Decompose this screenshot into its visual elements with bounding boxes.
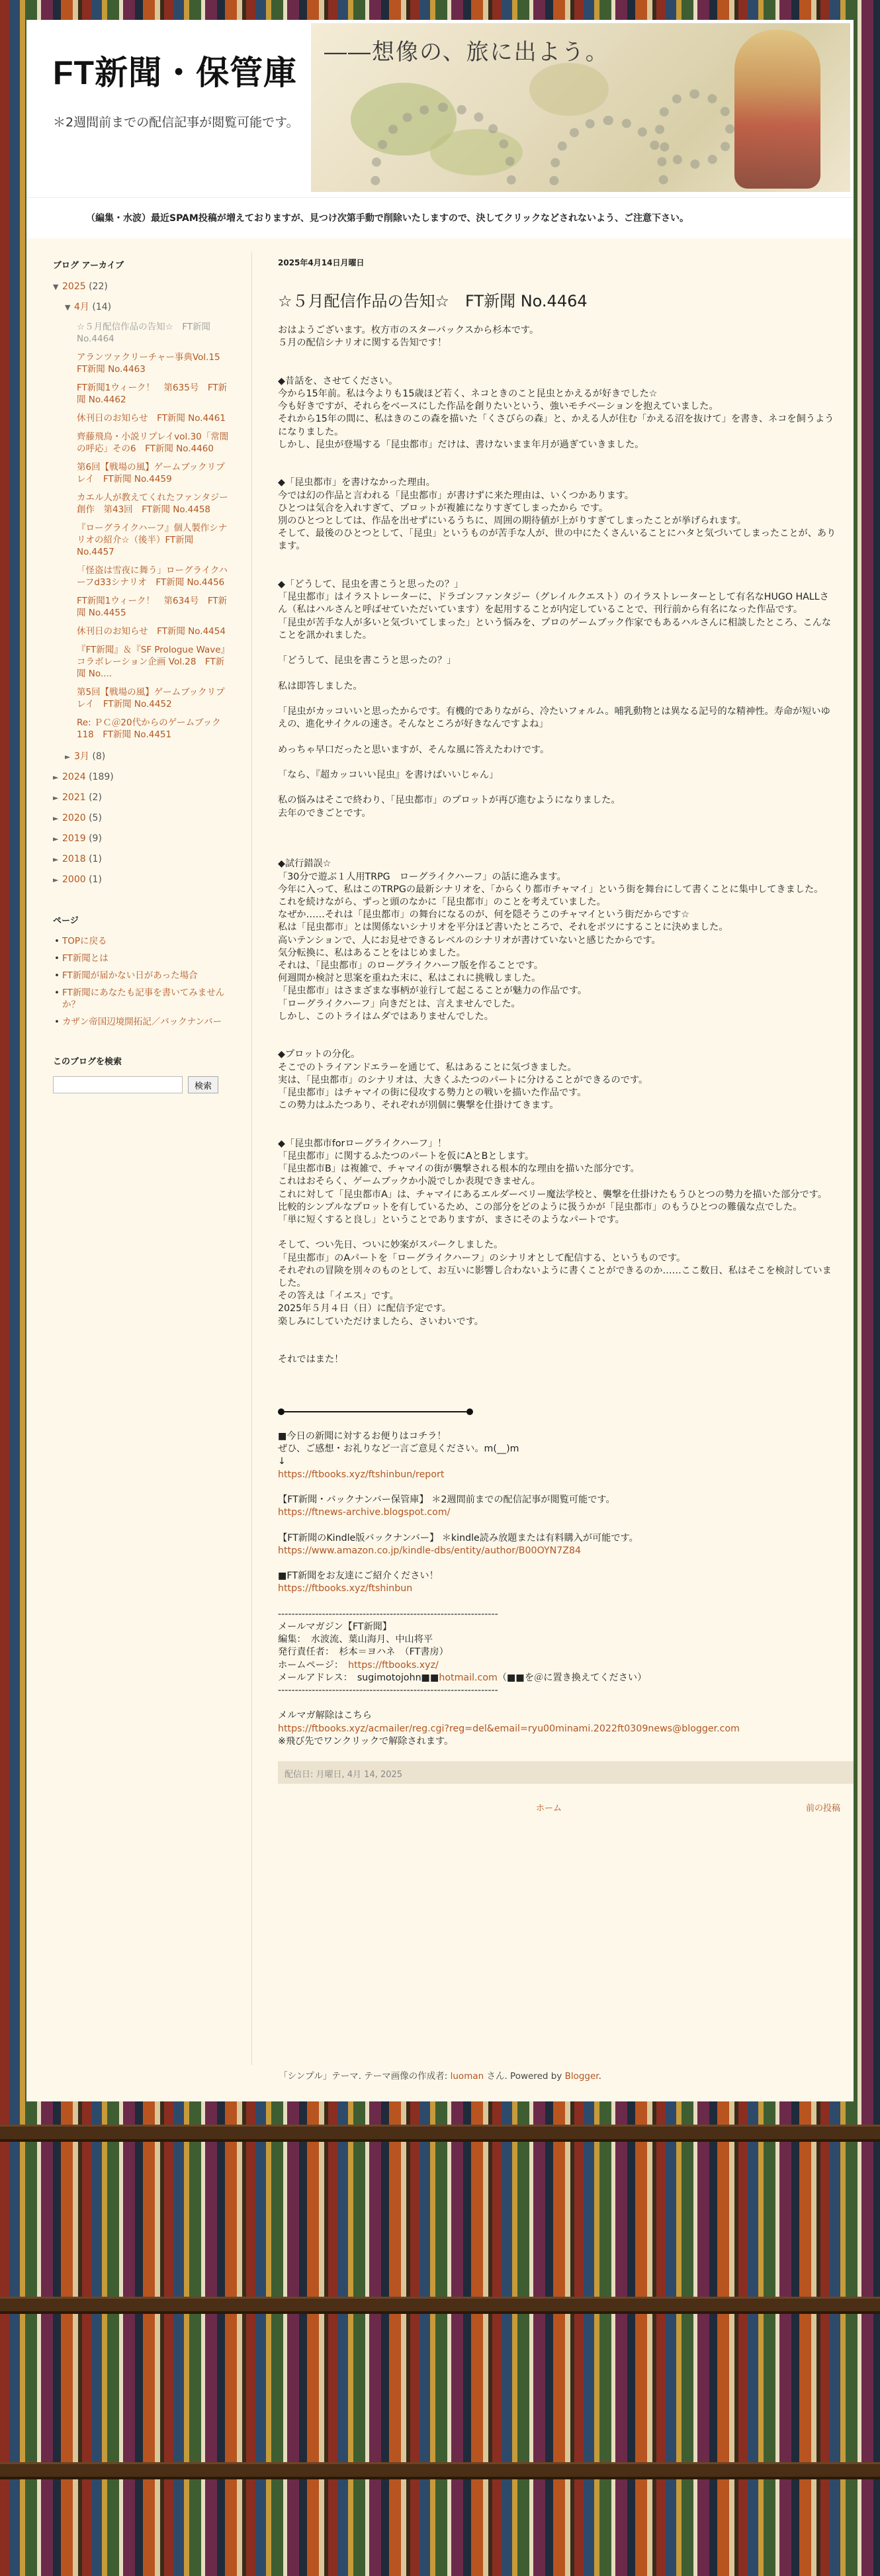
post-paragraph: ----------------------------------------------------------------- (278, 1685, 498, 1696)
post-paragraph: 発行責任者： 杉本＝ヨハネ （FT書房） (278, 1647, 449, 1658)
post-timestamp[interactable]: 配信日: 月曜日, 4月 14, 2025 (285, 1770, 403, 1780)
post-paragraph: 「昆虫が苦手な人が多いと気づいてしまった」という悩みを、プロのゲームブック作家でもあるハルさんに相談したところ、こんなことを訊かれました。 (278, 617, 832, 641)
archive-post-current: ☆５月配信作品の告知☆ FT新聞 No.4464 (77, 322, 210, 344)
post-paragraph: 気分転換に、私はあることをはじめました。 (278, 947, 466, 958)
archive-post-link[interactable] (77, 492, 232, 516)
bookshelf-board (0, 2297, 880, 2314)
post-paragraph: 今も好きですが、それらをベースにした作品を創りたいという、強いモチベーションを抱えていました。 (278, 401, 719, 412)
archive-year-link[interactable]: 2021 (62, 792, 86, 803)
post-body (278, 324, 837, 1748)
page-link-text[interactable]: TOPに戻る (62, 936, 107, 946)
archive-year-link[interactable]: 2020 (62, 813, 86, 823)
post-link[interactable]: https://ftbooks.xyz/ (348, 1659, 439, 1671)
sidebar (53, 258, 232, 1093)
post-paragraph (278, 782, 837, 794)
post-paragraph (278, 820, 837, 833)
dotted-separator (278, 1407, 473, 1416)
post-paragraph (278, 1596, 837, 1608)
character-illustration (734, 30, 820, 189)
post-paragraph (278, 349, 837, 362)
post-paragraph: 【FT新聞のKindle版バックナンバー】 ＊kindle読み放題または有料購入が可能です。 (278, 1532, 638, 1543)
archive-year-2025[interactable] (53, 280, 232, 294)
post-paragraph: ぜひ、ご感想・お礼りなど一言ご意見ください。m(__)m (278, 1444, 519, 1455)
post-paragraph: ----------------------------------------------------------------- (278, 1608, 498, 1620)
archive-post-link-text[interactable]: 『ローグライクハーフ』個人製作シナリオの紹介☆（後半）FT新聞 No.4457 (77, 523, 228, 557)
post-paragraph: 去年のできごとです。 (278, 807, 371, 819)
blog-header (26, 20, 854, 197)
post-paragraph: 「昆虫がカッコいいと思ったからです。有機的でありながら、冷たいフォルム。哺乳動物とは異なる記号的な精神性。寿命が短いゆえの、進化サイクルの速さ。そんなところが好きなんですよね」 (278, 706, 830, 730)
expand-triangle-icon[interactable]: ► (53, 855, 59, 864)
post-paragraph: 今年に入って、私はこのTRPGの最新シナリオを、「からくり都市チャマイ」という街を舞台にして書くことに集中してきました。 (278, 884, 824, 895)
search-title: このブログを検索 (53, 1057, 122, 1067)
post-paragraph: ５月の配信シナリオに関する告知です！ (278, 338, 447, 349)
post-paragraph: 私は「昆虫都市」とは関係ないシナリオを平分ほど書いたところで、それをボツにすることに決めました。 (278, 922, 728, 933)
page-link-text[interactable]: FT新聞が届かない日があった場合 (62, 970, 198, 981)
attribution-text: . (598, 2071, 601, 2082)
archive-post-link-text[interactable]: 休刊日のお知らせ FT新聞 No.4454 (77, 626, 226, 637)
post-paragraph: 「30分で遊ぶ１人用TRPG ローグライクハーフ」の話に進みます。 (278, 871, 566, 882)
post-paragraph (278, 363, 837, 375)
post-date: 2025年4月14日月曜日 (278, 258, 365, 267)
post-link[interactable]: https://ftnews-archive.blogspot.com/ (278, 1507, 451, 1518)
post-paragraph: ◆「昆虫都市forローグライクハーフ」！ (278, 1138, 447, 1149)
post-paragraph: ◆「どうして、昆虫を書こうと思ったの？」 (278, 578, 464, 590)
banner-tagline: ――想像の、旅に出よう。 (324, 39, 609, 66)
pages-list (53, 935, 232, 1028)
post-paragraph (278, 1469, 837, 1481)
archive-year-link[interactable]: 2000 (62, 874, 86, 885)
archive-count: (1) (89, 854, 102, 864)
post-title[interactable]: ☆５月配信作品の告知☆ FT新聞 No.4464 (278, 292, 588, 310)
post-paragraph: ホームページ： https://ftbooks.xyz/ (278, 1659, 439, 1671)
archive-month-link[interactable]: 4月 (74, 302, 89, 312)
post-paragraph (278, 1328, 837, 1341)
archive-year-link[interactable]: 2025 (62, 281, 86, 292)
post-paragraph: ■FT新聞をお友達にご紹介ください！ (278, 1571, 439, 1582)
archive-year-link[interactable]: 2019 (62, 833, 86, 844)
page-link-text[interactable]: FT新聞とは (62, 953, 109, 964)
post-paragraph (278, 464, 837, 477)
archive-year-item[interactable] (53, 873, 232, 887)
post-paragraph: おはようございます。枚方市のスターバックスから杉本です。 (278, 325, 539, 336)
archive-year-link[interactable]: 2018 (62, 854, 86, 864)
page-link-text[interactable]: FT新聞にあなたも記事を書いてみませんか？ (62, 988, 225, 1010)
search-widget (53, 1054, 232, 1093)
post-paragraph (278, 1697, 837, 1710)
pages-widget (53, 913, 232, 1028)
page-link[interactable] (53, 935, 232, 947)
archive-year-item[interactable] (53, 791, 232, 805)
bookshelf-board (0, 2125, 880, 2142)
post-paragraph (278, 693, 837, 706)
archive-year-list (53, 770, 232, 887)
attribution-text: さん. Powered by (484, 2071, 565, 2082)
post-paragraph (278, 1519, 837, 1532)
bookshelf-board (0, 2462, 880, 2479)
post-paragraph: メールマガジン【FT新聞】 (278, 1622, 392, 1633)
post-paragraph: ◆「昆虫都市」を書けなかった理由。 (278, 477, 435, 488)
post-paragraph (278, 731, 837, 743)
collapse-triangle-icon[interactable]: ▼ (65, 303, 71, 312)
post-paragraph (278, 566, 837, 578)
post-paragraph (278, 1723, 837, 1735)
archive-count: (5) (89, 813, 102, 823)
post-paragraph (278, 1125, 837, 1138)
post-paragraph: 私の悩みはそこで終わり、「昆虫都市」のプロットが再び進むようになりました。 (278, 795, 621, 806)
post-paragraph (278, 1226, 837, 1239)
archive-month-link[interactable]: 3月 (74, 751, 89, 762)
archive-count: (14) (92, 302, 112, 312)
expand-triangle-icon[interactable]: ► (53, 876, 59, 884)
post-paragraph: 「単に短くすると良し」ということでありますが、まさにそのようなパートです。 (278, 1214, 625, 1225)
blogger-link[interactable]: Blogger (564, 2071, 599, 2082)
spam-notice (26, 197, 854, 238)
blog-pager (278, 1796, 854, 1816)
post-paragraph: ◆プロットの分化。 (278, 1049, 361, 1060)
search-button[interactable]: 検索 (188, 1076, 218, 1093)
post-paragraph (278, 451, 837, 464)
post-paragraph (278, 667, 837, 680)
collapse-triangle-icon[interactable]: ▼ (53, 283, 59, 291)
post-paragraph: 高いテンションで、人にお見せできるレベルのシナリオが書けていないと感じたからです。 (278, 935, 661, 946)
archive-post-link-text[interactable]: Re: ＰＣ＠20代からのゲームブック118 FT新聞 No.4451 (77, 717, 221, 740)
archive-post-link-text[interactable]: 第5回【戦場の風】ゲームブックリプレイ FT新聞 No.4452 (77, 687, 225, 710)
post-paragraph (278, 1506, 837, 1519)
archive-count: (9) (89, 833, 102, 844)
archive-post-link[interactable] (77, 431, 232, 455)
archive-count: (22) (89, 281, 108, 292)
post-paragraph: ◆試行錯誤☆ (278, 858, 331, 870)
post-paragraph (278, 553, 837, 566)
archive-post-link-text[interactable]: 『FT新聞』＆『SF Prologue Wave』コラボレーション企画 Vol.28 FT新聞 No.... (77, 645, 230, 679)
post-footer (278, 1761, 854, 1784)
archive-post-link[interactable] (77, 351, 232, 375)
post-link[interactable]: https://ftbooks.xyz/ftshinbun (278, 1583, 413, 1594)
post-paragraph: 「昆虫都市」はさまざまな事柄が並行して起こることが魅力の作品です。 (278, 986, 588, 997)
post-paragraph: しかし、このトライはムダではありませんでした。 (278, 1011, 494, 1022)
archive-post-link[interactable] (77, 522, 232, 558)
post-paragraph: メールアドレス： sugimotojohn■■hotmail.com（■■を＠に置き換えてください） (278, 1672, 647, 1683)
post-link[interactable]: hotmail.com (439, 1672, 498, 1683)
archive-month-march[interactable] (65, 750, 232, 764)
home-link[interactable]: ホーム (536, 1804, 562, 1814)
archive-widget (53, 258, 232, 887)
blog-description: ＊2週間前までの配信記事が閲覧可能です。 (53, 115, 299, 130)
post-paragraph: 楽しみにしていただけましたら、さいわいです。 (278, 1316, 484, 1327)
theme-author-link[interactable]: luoman (450, 2071, 484, 2082)
archive-post-link-text[interactable]: 「怪盗は雪夜に舞う」ローグライクハーフd33シナリオ FT新聞 No.4456 (77, 565, 228, 588)
post-paragraph: 比較的シンプルなプロットを有しているため、この部分をどのように扱うかが「昆虫都市」のもうひとつの難儀な点でした。 (278, 1201, 803, 1213)
post-paragraph: その答えは「イエス」です。 (278, 1291, 399, 1302)
post-paragraph (278, 642, 837, 655)
post-paragraph: 別のひとつとしては、作品を出せずにいるうちに、周囲の期待値が上がりすぎてしまったことが挙げられます。 (278, 515, 746, 526)
post-paragraph (278, 833, 837, 845)
post-paragraph: 「昆虫都市」はイラストレーターに、ドラゴンファンタジー（グレイルクエスト）のイラストレーターとして有名なHUGO HALLさん（私はハルさんと呼ばせていただいています）を起用することが内定していることで、刊行前から有名になった作品です。 (278, 592, 829, 616)
archive-post-link-text[interactable]: 第6回【戦場の風】ゲームブックリプレイ FT新聞 No.4459 (77, 462, 225, 484)
archive-month-april[interactable] (65, 300, 232, 314)
post-paragraph: 編集： 水波流、葉山海月、中山将平 (278, 1634, 433, 1645)
post-link[interactable]: https://ftbooks.xyz/ftshinbun/report (278, 1469, 445, 1480)
post-paragraph: それから15年の間に、私はきのこの森を描いた「くさびらの森」と、かえる人が住む「かえる沼を抜けて」を書き、ネコを飼うようになりました。 (278, 414, 834, 437)
post-paragraph: 「なら、『超カッコいい昆虫』を書けばいいじゃん」 (278, 769, 499, 780)
pages-title: ページ (53, 916, 79, 926)
expand-triangle-icon[interactable]: ► (53, 794, 59, 802)
page-link-text[interactable]: カザン帝国辺境開拓記／バックナンバー (62, 1017, 222, 1027)
column-divider (251, 252, 252, 2065)
content-area (26, 238, 854, 2101)
post-paragraph (278, 1481, 837, 1494)
archive-post-link[interactable] (77, 595, 232, 619)
header-banner-image (311, 23, 850, 192)
archive-title: ブログ アーカイブ (53, 261, 124, 271)
archive-post-link-text[interactable]: FT新聞1ウィーク！ 第635号 FT新聞 No.4462 (77, 383, 228, 405)
archive-year-item[interactable] (53, 811, 232, 825)
older-post-link[interactable]: 前の投稿 (805, 1804, 840, 1814)
post-paragraph: 2025年５月４日（日）に配信予定です。 (278, 1303, 451, 1314)
post-paragraph: 何週間か検討と思案を重ねた末に、私はこれに挑戦しました。 (278, 973, 541, 984)
post-paragraph: ↓ (278, 1456, 286, 1467)
archive-post-link[interactable] (77, 686, 232, 710)
page-link[interactable] (53, 952, 232, 964)
archive-post-link[interactable] (77, 625, 232, 637)
post-paragraph: この勢力はふたつあり、それぞれが別個に襲撃を仕掛けてきます。 (278, 1100, 559, 1111)
archive-post-link[interactable] (77, 461, 232, 485)
blog-title[interactable]: FT新聞・保管庫 (53, 54, 298, 91)
archive-year-item[interactable] (53, 832, 232, 846)
attribution-text: 「シンプル」テーマ. テーマ画像の作成者: (279, 2071, 451, 2082)
post-paragraph: 「昆虫都市」のAパートを「ローグライクハーフ」のシナリオとして配信する、というものです。 (278, 1252, 686, 1264)
archive-post-link-text[interactable]: 齊藤飛鳥・小説リプレイvol.30「常闇の呼応」その6 FT新聞 No.4460 (77, 432, 229, 454)
post-paragraph: これに対して「昆虫都市A」は、チャマイにあるエルダーベリー魔法学校と、襲撃を仕掛けたもうひとつの勢力を描いた部分です。 (278, 1189, 827, 1200)
post-paragraph: 今では幻の作品と言われる「昆虫都市」が書けずに来た理由は、いくつかあります。 (278, 490, 634, 501)
post-paragraph: ※飛び先でワンクリックで解除されます。 (278, 1735, 454, 1747)
post-paragraph: 【FT新聞・バックナンバー保管庫】 ＊2週間前までの配信記事が閲覧可能です。 (278, 1495, 615, 1506)
post-paragraph: これはおそらく、ゲームブックか小説でしか表現できません。 (278, 1176, 541, 1187)
post-paragraph (278, 1418, 837, 1430)
expand-triangle-icon[interactable]: ► (53, 814, 59, 823)
archive-post-link[interactable] (77, 644, 232, 680)
expand-triangle-icon[interactable]: ► (65, 753, 71, 761)
archive-post-link[interactable] (77, 412, 232, 424)
post-paragraph: これを続けながら、ずっと頭のなかに「昆虫都市」のことを考えていました。 (278, 896, 606, 907)
post-paragraph (278, 1557, 837, 1570)
archive-count: (1) (89, 874, 102, 885)
archive-post-link-text[interactable]: カエル人が教えてくれたファンタジー創作 第43回 FT新聞 No.4458 (77, 492, 228, 515)
post-paragraph (278, 1379, 837, 1392)
post-paragraph (278, 1583, 837, 1595)
post-paragraph: 「昆虫都市B」は複雑で、チャマイの街が襲撃される根本的な理由を描いた部分です。 (278, 1164, 640, 1175)
post-paragraph: 私は即答しました。 (278, 680, 363, 692)
archive-post-link-text[interactable]: 休刊日のお知らせ FT新聞 No.4461 (77, 413, 226, 424)
post-paragraph: そして、最後のひとつとして、「昆虫」というものが苦手な人が、世の中にたくさんいることにハタと気づいてしまったことが、あります。 (278, 528, 836, 552)
post-paragraph: 「ローグライクハーフ」向きだとは、言えませんでした。 (278, 998, 521, 1009)
archive-post-link-text[interactable]: アランツァクリーチャー事典Vol.15 FT新聞 No.4463 (77, 352, 230, 375)
post-paragraph (278, 1545, 837, 1557)
page-link[interactable] (53, 987, 232, 1011)
archive-count: (2) (89, 792, 102, 803)
post-paragraph: それではまた！ (278, 1354, 344, 1365)
page-link[interactable] (53, 970, 232, 982)
post-paragraph (278, 1023, 837, 1036)
archive-post-link-text[interactable]: FT新聞1ウィーク！ 第634号 FT新聞 No.4455 (77, 596, 228, 618)
post-paragraph (278, 1036, 837, 1048)
post-paragraph: めっちゃ早口だったと思いますが、そんな風に答えたわけです。 (278, 744, 550, 755)
archive-year-item[interactable] (53, 852, 232, 866)
post-paragraph (278, 845, 837, 858)
post-paragraph: 実は、「昆虫都市」のシナリオは、大きくふたつのパートに分けることができるのです。 (278, 1074, 648, 1085)
post-paragraph: 「昆虫都市」はチャマイの街に侵攻する勢力との戦いを描いた作品です。 (278, 1087, 587, 1098)
post-paragraph: メルマガ解除はこちら (278, 1710, 372, 1722)
blog-container (26, 20, 854, 2101)
expand-triangle-icon[interactable]: ► (53, 773, 59, 782)
expand-triangle-icon[interactable]: ► (53, 835, 59, 843)
attribution (26, 2068, 854, 2082)
archive-count: (189) (89, 772, 114, 782)
search-input[interactable] (53, 1076, 183, 1093)
spam-notice-text: （編集・水波）最近SPAM投稿が増えておりますが、見つけ次第手動で削除いたしますので、決してクリックなどされないよう、ご注意下さい。 (86, 213, 689, 224)
post-paragraph (278, 1366, 837, 1379)
post-paragraph (278, 1341, 837, 1354)
post-paragraph: ひとつは気合を入れすぎて、プロットが複雑になりすぎてしまったから です。 (278, 502, 609, 514)
post-paragraph: なぜか……それは「昆虫都市」の舞台になるのが、何を隠そうこのチャマイという街だからです☆ (278, 909, 689, 921)
archive-year-item[interactable] (53, 770, 232, 784)
post-paragraph (278, 1392, 837, 1404)
post-paragraph: しかし、昆虫が登場する「昆虫都市」だけは、書けないまま年月が過ぎていきました。 (278, 439, 644, 450)
post-paragraph: そして、つい先日、ついに妙案がスパークしました。 (278, 1240, 504, 1251)
archive-post-link[interactable] (77, 565, 232, 588)
post-paragraph (278, 1112, 837, 1125)
post-paragraph: それぞれの冒険を別々のものとして、お互いに影響し合わないように書くことができるのか……ここ数日、私はそこを検討していました。 (278, 1265, 832, 1289)
post-paragraph: 「昆虫都市」に関するふたつのパートを仮にAとBとします。 (278, 1150, 535, 1162)
post-link[interactable]: https://www.amazon.co.jp/kindle-dbs/entity/author/B00OYN7Z84 (278, 1545, 582, 1556)
main-column (278, 257, 854, 1816)
page-link[interactable] (53, 1016, 232, 1028)
post-paragraph: 今から15年前。私は今よりも15歳ほど若く、ネコときのこと昆虫とかえるが好きでした☆ (278, 388, 658, 399)
post-paragraph: ■今日の新聞に対するお便りはコチラ！ (278, 1431, 447, 1442)
post-paragraph: 「どうして、昆虫を書こうと思ったの？」 (278, 655, 457, 667)
archive-post-link[interactable] (77, 382, 232, 406)
post-paragraph: それは、「昆虫都市」のローグライクハーフ版を作ることです。 (278, 960, 543, 971)
archive-count: (8) (92, 751, 106, 762)
post-link[interactable]: https://ftbooks.xyz/acmailer/reg.cgi?reg=del&email=ryu00minami.2022ft0309news@blogger.com (278, 1723, 740, 1734)
archive-post-link[interactable] (77, 717, 232, 741)
post-paragraph: そこでのトライアンドエラーを通じて、私はあることに気づきました。 (278, 1062, 577, 1073)
post-paragraph (278, 757, 837, 769)
archive-year-link[interactable]: 2024 (62, 772, 86, 782)
post-paragraph: ◆昔話を、させてください。 (278, 375, 398, 387)
